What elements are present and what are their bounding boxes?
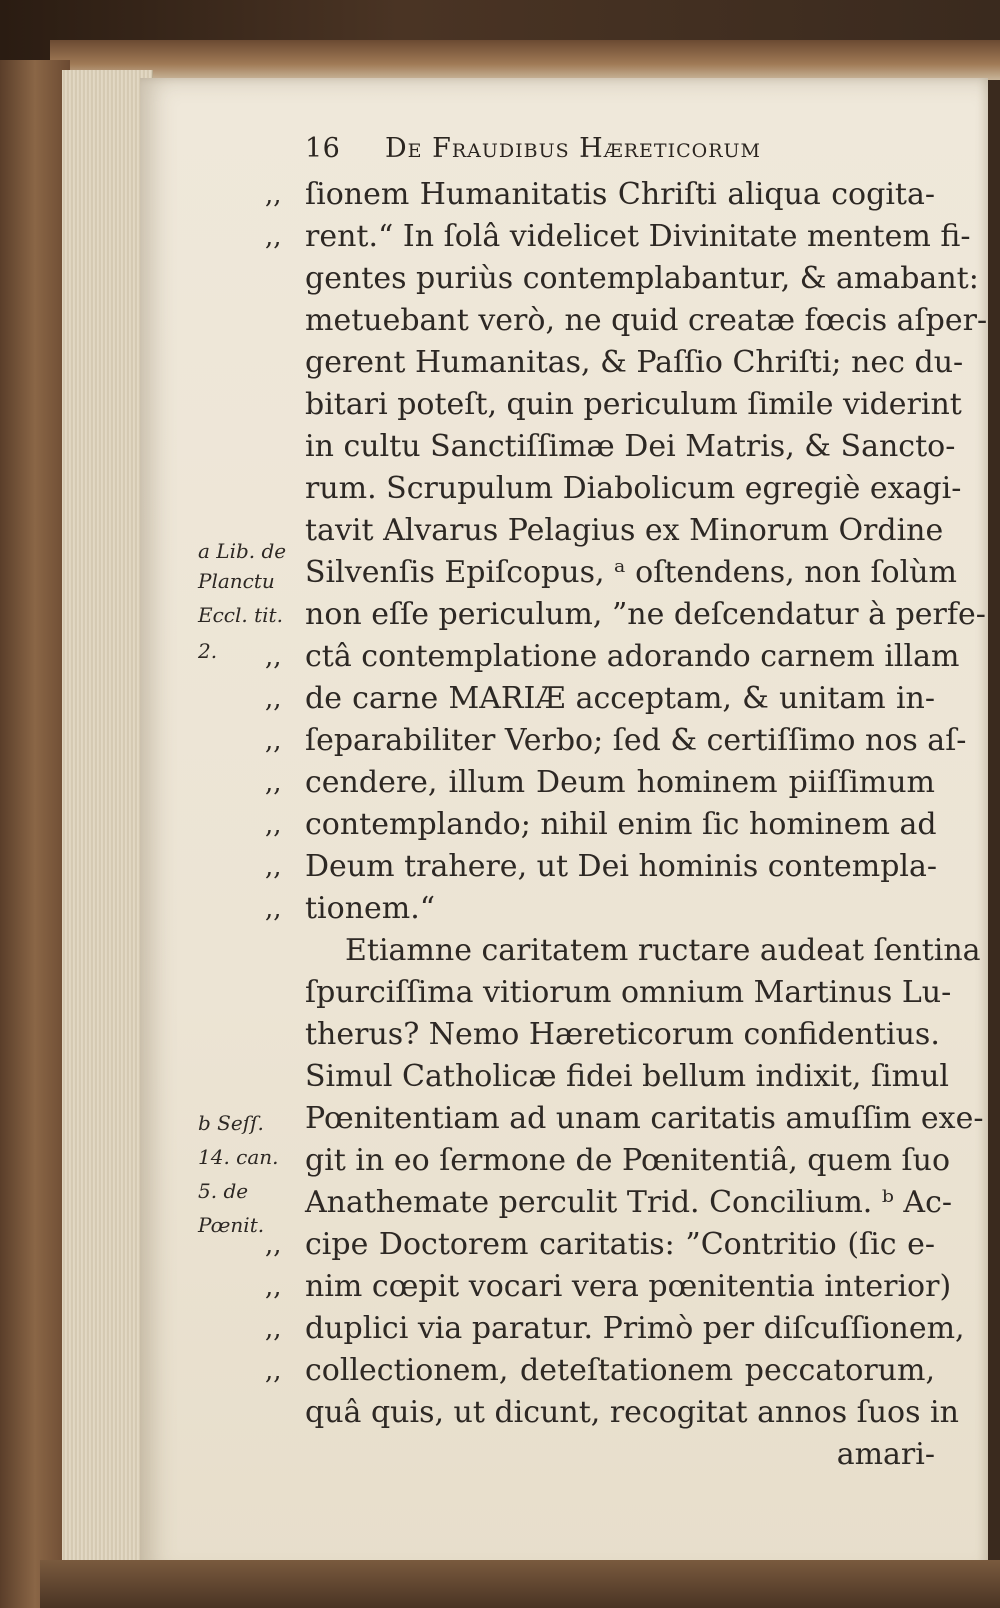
text-line: in cultu Sanctiſſimæ Dei Matris, & Sancto- bbox=[305, 429, 956, 464]
text-line: nim cœpit vocari vera pœnitentia interior) bbox=[305, 1269, 952, 1304]
text-line: rent.“ In ſolâ videlicet Divinitate mentem fi- bbox=[305, 219, 971, 254]
quote-mark: ,, bbox=[265, 642, 282, 672]
margin-note: 5. de bbox=[198, 1179, 249, 1203]
running-header bbox=[305, 133, 935, 173]
text-line: cendere, illum Deum hominem piiſſimum bbox=[305, 765, 935, 800]
text-line: gentes puriùs contemplabantur, & amabant: bbox=[305, 261, 979, 296]
quote-mark: ,, bbox=[265, 1230, 282, 1260]
quote-mark: ,, bbox=[265, 810, 282, 840]
text-line: ſionem Humanitatis Chriſti aliqua cogita- bbox=[305, 177, 935, 212]
text-line: ſeparabiliter Verbo; ſed & certiſſimo nos aſ- bbox=[305, 723, 967, 758]
quote-mark: ,, bbox=[265, 726, 282, 756]
quote-mark bbox=[265, 386, 301, 424]
text-line: collectionem, deteſtationem peccatorum, bbox=[305, 1353, 935, 1388]
margin-note: 2. bbox=[198, 639, 218, 663]
text-line: metuebant verò, ne quid creatæ fœcis aſper- bbox=[305, 303, 988, 338]
quote-mark: ,, bbox=[265, 222, 282, 252]
quote-mark: ,, bbox=[265, 894, 282, 924]
quote-mark: ,, bbox=[265, 684, 282, 714]
quote-mark: ,, bbox=[265, 1356, 282, 1386]
quote-mark bbox=[265, 428, 301, 466]
running-head-title: De Fraudibus Hæreticorum bbox=[385, 133, 761, 164]
page-number: 16 bbox=[305, 133, 341, 164]
quote-mark: ,, bbox=[265, 1314, 282, 1344]
margin-note: Eccl. tit. bbox=[198, 603, 283, 627]
margin-note: 14. can. bbox=[198, 1145, 279, 1169]
text-line: cipe Doctorem caritatis: ”Contritio (ſic e- bbox=[305, 1227, 935, 1262]
book-cover-left bbox=[0, 60, 70, 1608]
text-line: ctâ contemplatione adorando carnem illam bbox=[305, 639, 960, 674]
text-line: Simul Catholicæ fidei bellum indixit, ſimul bbox=[305, 1059, 950, 1094]
text-line: gerent Humanitas, & Paſſio Chriſti; nec du- bbox=[305, 345, 964, 380]
paragraph-first-line: Etiamne caritatem ructare audeat ſentina bbox=[345, 933, 981, 968]
quote-mark: ,, bbox=[265, 768, 282, 798]
quote-mark: ,, bbox=[265, 180, 282, 210]
text-line: rum. Scrupulum Diabolicum egregiè exagi- bbox=[305, 471, 962, 506]
quote-mark bbox=[265, 302, 301, 340]
text-line: Deum trahere, ut Dei hominis contempla- bbox=[305, 849, 938, 884]
margin-note: b Seſſ. bbox=[198, 1111, 264, 1135]
margin-note: Pœnit. bbox=[198, 1213, 265, 1237]
text-line: de carne MARIÆ acceptam, & unitam in- bbox=[305, 681, 935, 716]
quote-mark bbox=[265, 260, 301, 298]
margin-note: Planctu bbox=[198, 569, 275, 593]
text-line: contemplando; nihil enim ſic hominem ad bbox=[305, 807, 937, 842]
text-line: therus? Nemo Hæreticorum confidentius. bbox=[305, 1017, 940, 1052]
text-line: non eſſe periculum, ”ne deſcendatur à perfe- bbox=[305, 597, 986, 632]
text-line: bitari poteſt, quin periculum ſimile viderint bbox=[305, 387, 962, 422]
catchword: amari- bbox=[836, 1437, 935, 1472]
book-top-edge bbox=[50, 40, 1000, 80]
quote-mark: ,, bbox=[265, 852, 282, 882]
text-line: git in eo ſermone de Pœnitentiâ, quem ſuo bbox=[305, 1143, 951, 1178]
margin-note: a Lib. de bbox=[198, 539, 287, 563]
text-line: Pœnitentiam ad unam caritatis amuſſim exe- bbox=[305, 1101, 984, 1136]
text-line: tavit Alvarus Pelagius ex Minorum Ordine bbox=[305, 513, 944, 548]
quote-mark bbox=[265, 344, 301, 382]
text-line: duplici via paratur. Primò per diſcuſſionem, bbox=[305, 1311, 965, 1346]
text-line: Silvenſis Epiſcopus, ᵃ oſtendens, non ſolùm bbox=[305, 555, 957, 590]
book-bottom-edge bbox=[40, 1560, 1000, 1608]
text-line: Anathemate perculit Trid. Concilium. ᵇ Ac- bbox=[305, 1185, 953, 1220]
text-line: quâ quis, ut dicunt, recogitat annos ſuos in bbox=[305, 1395, 959, 1430]
quote-mark: ,, bbox=[265, 1272, 282, 1302]
text-line: tionem.“ bbox=[305, 891, 436, 926]
quote-mark bbox=[265, 470, 301, 508]
text-line: ſpurciſſima vitiorum omnium Martinus Lu- bbox=[305, 975, 952, 1010]
